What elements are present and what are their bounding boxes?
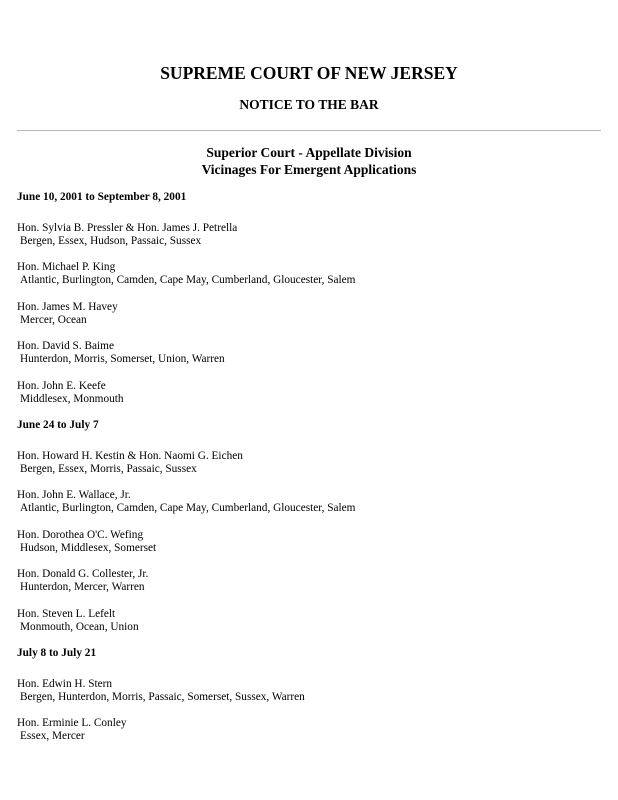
assignment-entry: [17, 678, 601, 704]
judge-name: Hon. Dorothea O'C. Wefing: [17, 528, 144, 541]
judge-name: Hon. Sylvia B. Pressler & Hon. James J. Petrella: [17, 222, 238, 234]
vicinage-counties: Atlantic, Burlington, Camden, Cape May, Cumberland, Gloucester, Salem: [20, 502, 356, 515]
judge-name: Hon. Donald G. Collester, Jr.: [17, 568, 149, 581]
judge-name: Hon. David S. Baime: [17, 340, 114, 353]
assignment-entry: [17, 222, 601, 248]
notice-heading-division: Superior Court - Appellate Division: [206, 145, 412, 160]
assignment-entry: [17, 261, 601, 287]
judge-name: Hon. Michael P. King: [17, 261, 116, 274]
period-heading: July 8 to July 21: [17, 646, 97, 659]
vicinage-counties: Bergen, Hunterdon, Morris, Passaic, Somerset, Sussex, Warren: [20, 690, 305, 703]
assignment-entry: [17, 301, 601, 327]
assignment-entry: [17, 568, 601, 594]
vicinage-counties: Atlantic, Burlington, Camden, Cape May, Cumberland, Gloucester, Salem: [20, 274, 356, 287]
assignment-entry: [17, 380, 601, 406]
judge-name: Hon. John E. Wallace, Jr.: [17, 489, 131, 502]
page-subtitle: NOTICE TO THE BAR: [239, 97, 379, 112]
assignment-entry: [17, 450, 601, 476]
judge-name: Hon. Edwin H. Stern: [17, 677, 113, 690]
vicinage-counties: Mercer, Ocean: [20, 313, 87, 326]
schedule-content: [17, 191, 601, 757]
judge-name: Hon. John E. Keefe: [17, 379, 106, 392]
judge-name: Hon. Steven L. Lefelt: [17, 607, 116, 620]
judge-name: Hon. Erminie L. Conley: [17, 717, 127, 730]
period-heading: June 10, 2001 to September 8, 2001: [17, 191, 187, 203]
horizontal-divider: [17, 130, 601, 131]
assignment-entry: [17, 340, 601, 366]
assignment-entry: [17, 489, 601, 515]
vicinage-counties: Monmouth, Ocean, Union: [20, 620, 139, 633]
judge-name: Hon. James M. Havey: [17, 300, 118, 313]
assignment-entry: [17, 717, 601, 743]
vicinage-counties: Bergen, Essex, Morris, Passaic, Sussex: [20, 462, 197, 475]
vicinage-counties: Bergen, Essex, Hudson, Passaic, Sussex: [20, 235, 202, 247]
judge-name: Hon. Howard H. Kestin & Hon. Naomi G. Eichen: [17, 449, 243, 462]
vicinage-counties: Hudson, Middlesex, Somerset: [20, 541, 157, 554]
assignment-entry: [17, 608, 601, 634]
period-heading: June 24 to July 7: [17, 418, 99, 431]
notice-heading-vicinages: Vicinages For Emergent Applications: [201, 162, 417, 177]
page-title: SUPREME COURT OF NEW JERSEY: [160, 63, 458, 83]
vicinage-counties: Middlesex, Monmouth: [20, 392, 124, 405]
assignment-entry: [17, 529, 601, 555]
vicinage-counties: Essex, Mercer: [20, 730, 85, 743]
vicinage-counties: Hunterdon, Morris, Somerset, Union, Warren: [20, 353, 225, 366]
vicinage-counties: Hunterdon, Mercer, Warren: [20, 581, 145, 594]
